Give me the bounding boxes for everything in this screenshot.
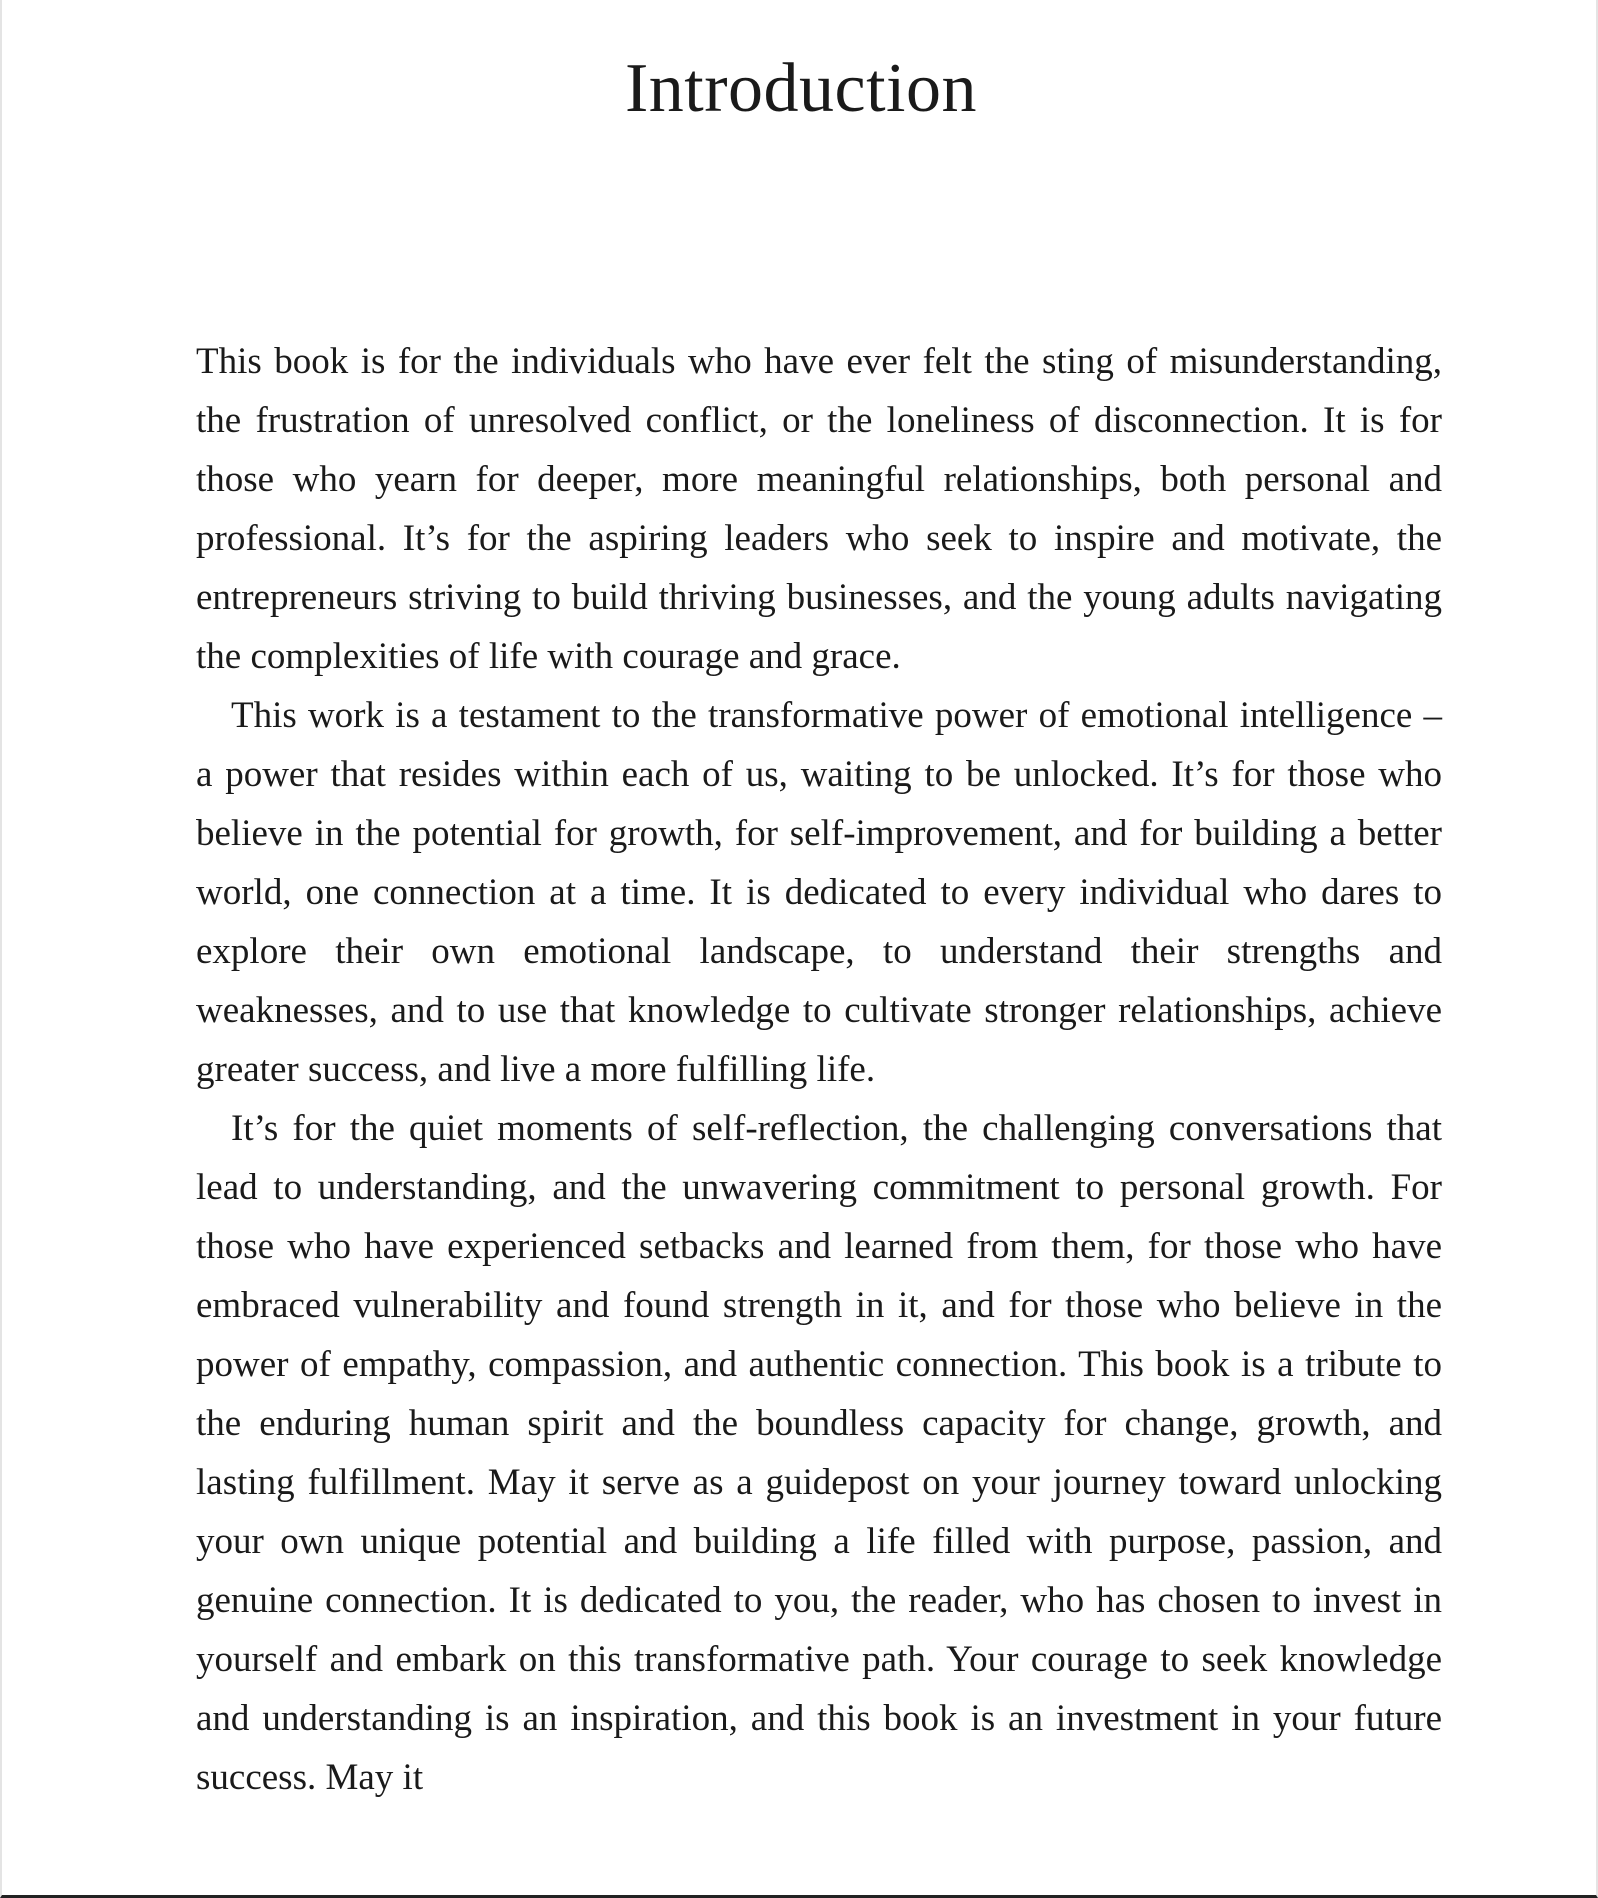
page-title: Introduction [624, 50, 978, 127]
body-text [196, 332, 1442, 1807]
paragraph: This work is a testament to the transformative power of emotional intelligence – a power that resides within each of us, waiting to be unlocked. It’s for those who believe in the potential for growth, for self-improvement, and for building a better world, one connection at a time. It is dedicated to every individual who dares to explore their own emotional landscape, to understand their strengths and weaknesses, and to use that knowledge to cultivate stronger relationships, achieve greater success, and live a more fulfilling life. [196, 695, 1442, 1090]
paragraph: This book is for the individuals who have ever felt the sting of misunderstanding, the frustration of unresolved conflict, or the loneliness of disconnection. It is for those who yearn for deeper, more meaningful relationships, both personal and professional. It’s for the aspiring leaders who seek to inspire and motivate, the entrepreneurs striving to build thriving businesses, and the young adults navigating the complexities of life with courage and grace. [196, 341, 1442, 677]
paragraph: It’s for the quiet moments of self-reflection, the challenging conversations that lead to understanding, and the unwavering commitment to personal growth. For those who have experienced setbacks and learned from them, for those who have embraced vulnerability and found strength in it, and for those who believe in the power of empathy, compassion, and authentic connection. This book is a tribute to the enduring human spirit and the boundless capacity for change, growth, and lasting fulfillment. May it serve as a guidepost on your journey toward unlocking your own unique potential and building a life filled with purpose, passion, and genuine connection. It is dedicated to you, the reader, who has chosen to invest in yourself and embark on this transformative path. Your courage to seek knowledge and understanding is an inspiration, and this book is an investment in your future success. May it [196, 1108, 1442, 1798]
